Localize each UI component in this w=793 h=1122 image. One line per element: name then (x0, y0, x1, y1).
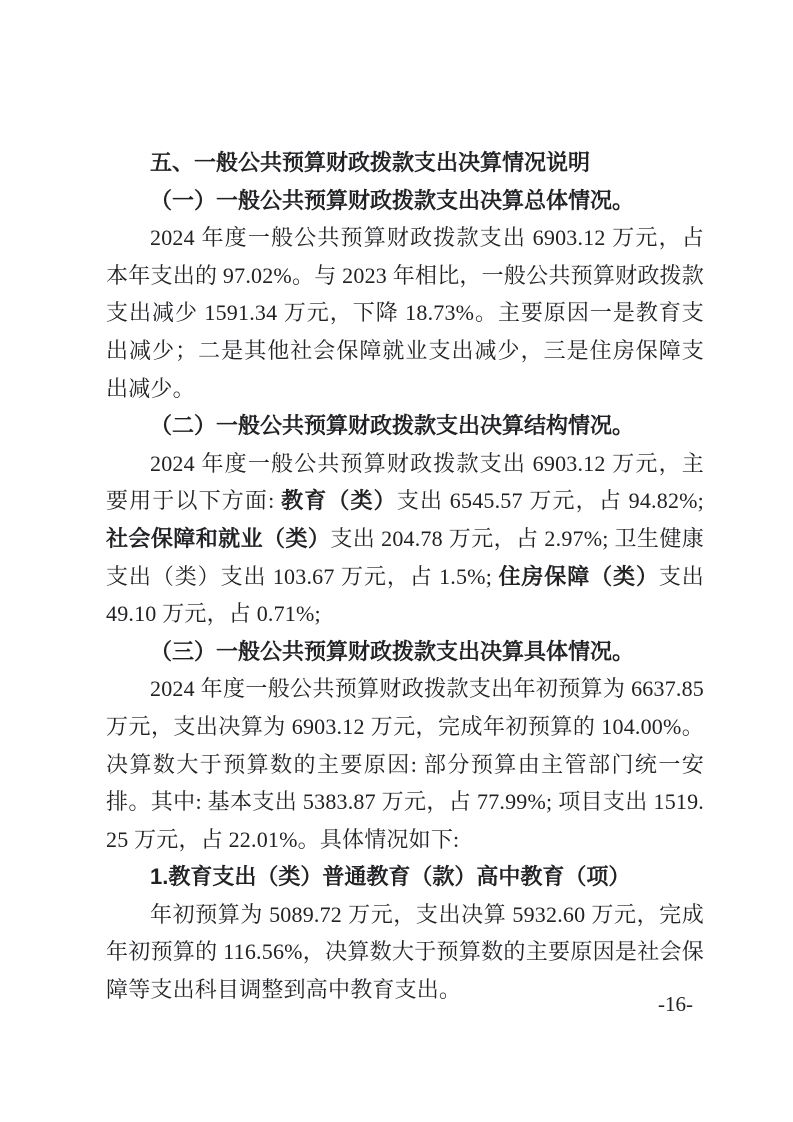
subsection-education-paragraph: 年初预算为 5089.72 万元，支出决算 5932.60 万元，完成年初预算的 116.56%，决算数大于预算数的主要原因是社会保障等支出科目调整到高中教育支出。 (106, 901, 704, 1003)
section-3-paragraph: 2024 年度一般公共预算财政拨款支出年初预算为 6637.85 万元，支出决算为 6903.12 万元，完成年初预算的 104.00%。决算数大于预算数的主要原因: 部分预算由主管部门统一安排。其中: 基本支出 5383.87 万元，占 77.99%; 项目支出 1519.25 万元，占 22.01%。具体情况如下: (106, 676, 704, 852)
section-2-paragraph: 2024 年度一般公共预算财政拨款支出 6903.12 万元，主要用于以下方面: 教育（类）支出 6545.57 万元，占 94.82%; 社会保障和就业（类）支出 204.78 万元，占 2.97%; 卫生健康支出（类）支出 103.67 万元，占 1.5%; 住房保障（类）支出 49.10 万元，占 0.71%; (106, 450, 704, 627)
section-heading-2: （二）一般公共预算财政拨款支出决算结构情况。 (150, 413, 635, 439)
page-number: -16- (658, 992, 693, 1016)
section-heading-1: （一）一般公共预算财政拨款支出决算总体情况。 (150, 187, 635, 213)
section-heading-3: （三）一般公共预算财政拨款支出决算具体情况。 (150, 638, 635, 664)
document-body (106, 144, 704, 1009)
subsection-heading-education: 1.教育支出（类）普通教育（款）高中教育（项） (150, 864, 631, 890)
section-heading-main: 五、一般公共预算财政拨款支出决算情况说明 (150, 150, 591, 175)
section-1-paragraph: 2024 年度一般公共预算财政拨款支出 6903.12 万元，占本年支出的 97.02%。与 2023 年相比，一般公共预算财政拨款支出减少 1591.34 万元，下降 18.73%。主要原因一是教育支出减少；二是其他社会保障就业支出减少，三是住房保障支出减少。 (106, 225, 704, 401)
